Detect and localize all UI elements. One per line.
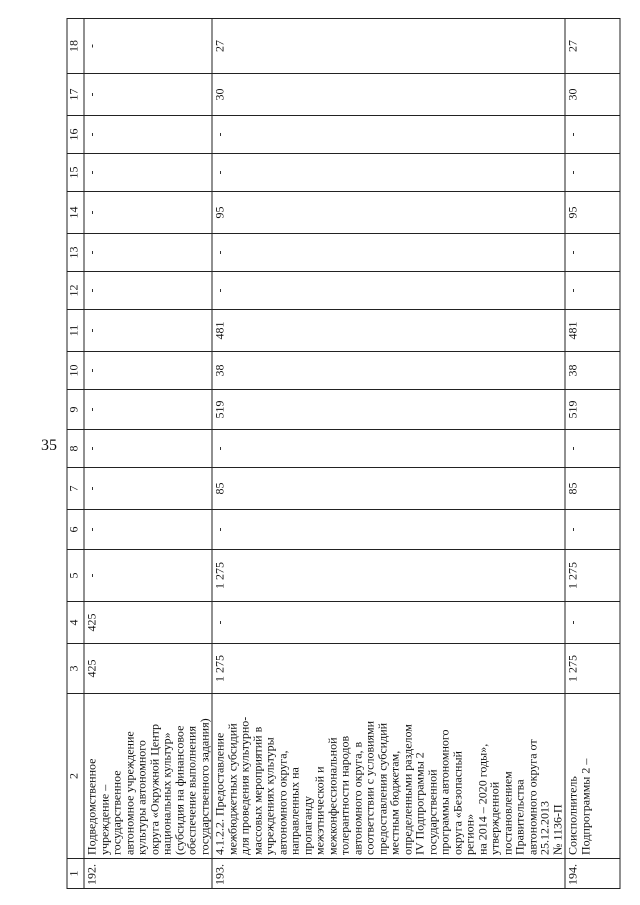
cell-value: 1 275	[565, 644, 620, 694]
column-header: 2	[67, 694, 84, 859]
column-header: 3	[67, 644, 84, 694]
cell-value: -	[212, 510, 565, 550]
column-header: 6	[67, 510, 84, 550]
cell-value: 481	[212, 310, 565, 352]
cell-value: 519	[565, 390, 620, 430]
column-header: 9	[67, 390, 84, 430]
header-row	[67, 19, 84, 889]
cell-value: -	[84, 468, 212, 510]
cell-value: -	[565, 154, 620, 192]
table-row	[84, 19, 212, 889]
row-id: 192.	[84, 859, 212, 889]
cell-value: 519	[212, 390, 565, 430]
column-header: 17	[67, 74, 84, 116]
cell-value: 38	[212, 352, 565, 390]
page-number: 35	[41, 437, 57, 454]
column-header: 15	[67, 154, 84, 192]
row-id: 194.	[565, 859, 620, 889]
cell-value: 1 275	[212, 550, 565, 602]
cell-value: -	[565, 510, 620, 550]
column-header: 1	[67, 859, 84, 889]
cell-value: -	[565, 234, 620, 272]
cell-value: -	[84, 74, 212, 116]
row-description: 4.1.2.2. Предоставление межбюджетных субсидий для проведения культурно- массовых мероприятий в учреждениях культуры автономного округа, направленных на пропаганду межэтнической и межконфессиональной толерантности народов автономного округа, в соответствии с условиями предоставления субсидий местным бюджетам, определенными разделом IV Подпрограммы 2 государственной программы автономного округа «Безопасный регион» на 2014 – 2020 годы», утвержденной постановлением Правительства автономного округа от 25.12.2013 № 1136-П	[212, 694, 565, 859]
column-header: 13	[67, 234, 84, 272]
column-header: 7	[67, 468, 84, 510]
cell-value: -	[212, 430, 565, 468]
rotated-table-container	[67, 19, 622, 889]
cell-value: 30	[212, 74, 565, 116]
cell-value: -	[212, 234, 565, 272]
cell-value: 95	[212, 192, 565, 234]
cell-value: -	[212, 154, 565, 192]
column-header: 18	[67, 19, 84, 74]
column-header: 10	[67, 352, 84, 390]
cell-value: -	[84, 310, 212, 352]
row-id: 193.	[212, 859, 565, 889]
cell-value: 30	[565, 74, 620, 116]
cell-value: 27	[565, 19, 620, 74]
table-row	[212, 19, 565, 889]
cell-value: -	[84, 390, 212, 430]
cell-value: -	[84, 116, 212, 154]
cell-value: 27	[212, 19, 565, 74]
cell-value: -	[84, 192, 212, 234]
cell-value: -	[212, 272, 565, 310]
cell-value: 85	[212, 468, 565, 510]
cell-value: -	[84, 430, 212, 468]
column-header: 8	[67, 430, 84, 468]
cell-value: -	[212, 116, 565, 154]
cell-value: -	[84, 352, 212, 390]
cell-value: -	[565, 116, 620, 154]
cell-value: -	[84, 234, 212, 272]
cell-value: 481	[565, 310, 620, 352]
budget-table	[67, 18, 621, 889]
column-header: 12	[67, 272, 84, 310]
cell-value: -	[565, 602, 620, 644]
cell-value: 425	[84, 644, 212, 694]
column-header: 4	[67, 602, 84, 644]
column-header: 14	[67, 192, 84, 234]
cell-value: -	[84, 272, 212, 310]
table-row	[565, 19, 620, 889]
row-description: Подведомственное учреждение – государственное автономное учреждение культуры автономного округа «Окружной Центр национальных культур» (субсидия на финансовое обеспечение выполнения государственного задания)	[84, 694, 212, 859]
cell-value: -	[84, 19, 212, 74]
cell-value: 85	[565, 468, 620, 510]
column-header: 5	[67, 550, 84, 602]
cell-value: -	[84, 510, 212, 550]
cell-value: 425	[84, 602, 212, 644]
cell-value: -	[84, 550, 212, 602]
cell-value: 1 275	[565, 550, 620, 602]
column-header: 11	[67, 310, 84, 352]
cell-value: -	[84, 154, 212, 192]
cell-value: -	[212, 602, 565, 644]
row-description: Соисполнитель Подпрограммы 2 –	[565, 694, 620, 859]
cell-value: -	[565, 430, 620, 468]
cell-value: -	[565, 272, 620, 310]
cell-value: 95	[565, 192, 620, 234]
cell-value: 38	[565, 352, 620, 390]
cell-value: 1 275	[212, 644, 565, 694]
column-header: 16	[67, 116, 84, 154]
